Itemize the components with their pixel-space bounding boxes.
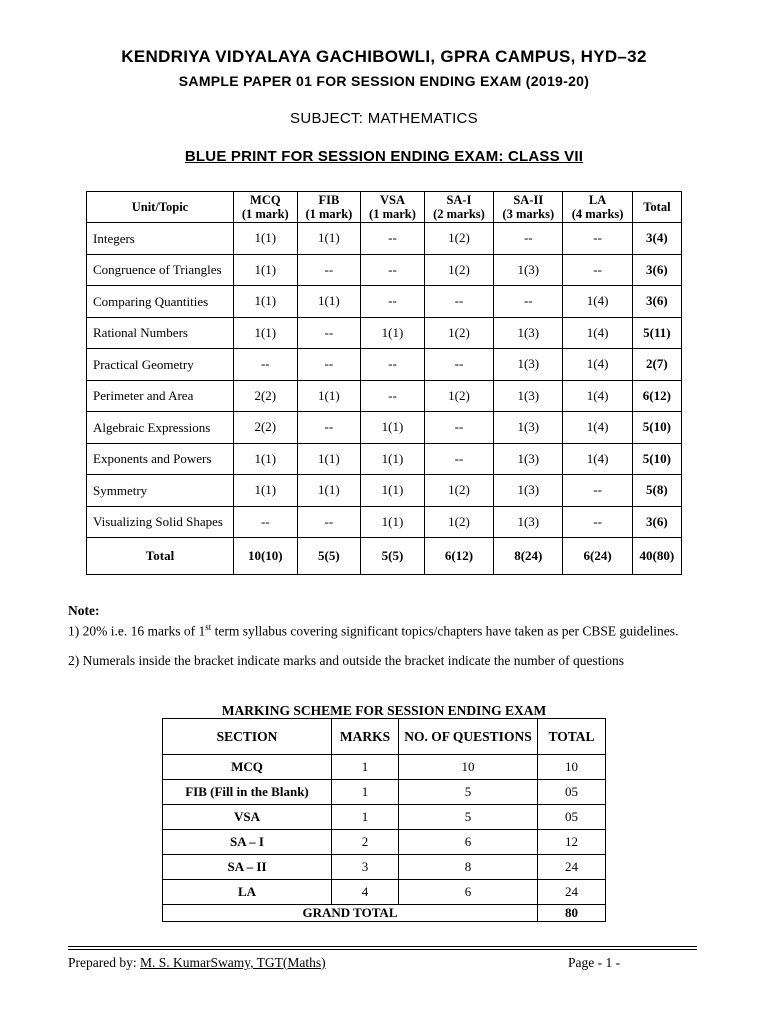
ms-header-questions: NO. OF QUESTIONS [399,719,538,755]
value-cell: -- [234,349,298,381]
subject-title: SUBJECT: MATHEMATICS [290,110,478,127]
table-row [163,755,606,780]
grand-total-cell: 40(80) [632,538,681,575]
note-line-2: 2) Numerals inside the bracket indicate marks and outside the bracket indicate the number of questions [68,653,624,668]
value-cell: 1(2) [424,506,493,538]
value-cell: 2(2) [234,380,298,412]
paper-title: SAMPLE PAPER 01 FOR SESSION ENDING EXAM (2019-20) [178,73,590,89]
value-cell: 1(1) [234,475,298,507]
topic-cell: Exponents and Powers [87,443,234,475]
value-cell: -- [424,412,493,444]
row-total-cell: 5(11) [632,317,681,349]
table-row [163,855,606,880]
marking-scheme-table [162,718,606,922]
value-cell: 1(3) [494,412,563,444]
value-cell: 1(3) [494,443,563,475]
value-cell: -- [563,223,632,255]
value-cell: -- [424,443,493,475]
value-cell: 1(1) [234,443,298,475]
ms-header-marks: MARKS [332,719,399,755]
topic-cell: Visualizing Solid Shapes [87,506,234,538]
value-cell: -- [424,349,493,381]
grand-total-value: 80 [538,905,606,922]
table-row [87,254,682,286]
marking-scheme-title: MARKING SCHEME FOR SESSION ENDING EXAM [221,703,547,718]
value-cell: 1(1) [297,475,361,507]
value-cell: 1(1) [361,475,425,507]
marks-cell: 2 [332,830,399,855]
value-cell: 1(2) [424,380,493,412]
page-number: Page - 1 - [568,955,621,970]
value-cell: 1(4) [563,380,632,412]
blueprint-title-text: BLUE PRINT FOR SESSION ENDING EXAM: CLASS VII [184,148,584,165]
table-row [163,780,606,805]
blueprint-table [86,191,682,575]
topic-cell: Practical Geometry [87,349,234,381]
topic-cell: Rational Numbers [87,317,234,349]
value-cell: 1(4) [563,286,632,318]
note-line-1: 1) 20% i.e. 16 marks of 1st term syllabus covering significant topics/chapters have taken as per CBSE guidelines. [68,622,679,639]
value-cell: -- [297,412,361,444]
value-cell: -- [563,475,632,507]
total-value-cell: 10(10) [234,538,298,575]
value-cell: 1(1) [297,443,361,475]
note-heading: Note: [68,603,100,618]
value-cell: 1(1) [297,223,361,255]
table-row [87,380,682,412]
topic-cell: Comparing Quantities [87,286,234,318]
section-cell: SA – II [163,855,332,880]
row-total-cell: 2(7) [632,349,681,381]
value-cell: -- [494,223,563,255]
value-cell: 1(4) [563,412,632,444]
table-row [163,830,606,855]
value-cell: -- [361,254,425,286]
value-cell: 1(3) [494,380,563,412]
total-cell: 05 [538,780,606,805]
value-cell: 1(4) [563,443,632,475]
author-name: M. S. KumarSwamy, TGT(Maths) [139,955,326,970]
value-cell: 1(3) [494,475,563,507]
row-total-cell: 3(6) [632,254,681,286]
col-header: VSA (1 mark) [361,192,425,223]
col-header: SA-II (3 marks) [494,192,563,223]
questions-cell: 6 [399,880,538,905]
table-row [87,506,682,538]
table-row [87,475,682,507]
value-cell: 1(1) [361,412,425,444]
footer-rule [68,946,697,947]
total-label: Total [87,538,234,575]
value-cell: -- [297,506,361,538]
section-cell: VSA [163,805,332,830]
value-cell: 1(1) [297,286,361,318]
school-title: KENDRIYA VIDYALAYA GACHIBOWLI, GPRA CAMPUS, HYD–32 [121,47,647,66]
section-cell: LA [163,880,332,905]
value-cell: 1(1) [297,380,361,412]
col-header: MCQ (1 mark) [234,192,298,223]
total-value-cell: 5(5) [297,538,361,575]
table-row [87,443,682,475]
table-row [87,317,682,349]
total-row [87,538,682,575]
col-header: FIB (1 mark) [297,192,361,223]
row-total-cell: 6(12) [632,380,681,412]
total-cell: 24 [538,855,606,880]
row-total-cell: 5(10) [632,412,681,444]
value-cell: 1(4) [563,317,632,349]
value-cell: -- [297,254,361,286]
marks-cell: 3 [332,855,399,880]
value-cell: -- [297,349,361,381]
row-total-cell: 5(10) [632,443,681,475]
col-header: SA-I (2 marks) [424,192,493,223]
section-cell: SA – I [163,830,332,855]
value-cell: 1(1) [361,443,425,475]
value-cell: 1(3) [494,254,563,286]
blueprint-title [0,148,768,165]
value-cell: 1(1) [234,254,298,286]
value-cell: 1(1) [234,286,298,318]
total-value-cell: 6(24) [563,538,632,575]
value-cell: -- [361,380,425,412]
value-cell: 1(1) [234,317,298,349]
topic-cell: Symmetry [87,475,234,507]
topic-cell: Integers [87,223,234,255]
topic-cell: Congruence of Triangles [87,254,234,286]
total-value-cell: 8(24) [494,538,563,575]
ms-header-total: TOTAL [538,719,606,755]
questions-cell: 5 [399,805,538,830]
value-cell: -- [361,286,425,318]
col-total-header: Total [632,192,681,223]
value-cell: -- [424,286,493,318]
row-total-cell: 3(6) [632,286,681,318]
table-row [87,349,682,381]
value-cell: 1(2) [424,317,493,349]
prepared-by: Prepared by: M. S. KumarSwamy, TGT(Maths) [68,955,326,970]
marks-cell: 4 [332,880,399,905]
marks-cell: 1 [332,755,399,780]
questions-cell: 5 [399,780,538,805]
col-topic-header: Unit/Topic [87,192,234,223]
value-cell: 1(4) [563,349,632,381]
grand-total-row [163,905,606,922]
section-cell: FIB (Fill in the Blank) [163,780,332,805]
row-total-cell: 5(8) [632,475,681,507]
total-value-cell: 6(12) [424,538,493,575]
topic-cell: Algebraic Expressions [87,412,234,444]
grand-total-label: GRAND TOTAL [163,905,538,922]
value-cell: 1(3) [494,317,563,349]
value-cell: -- [234,506,298,538]
footer-rule [68,949,697,950]
marks-cell: 1 [332,805,399,830]
questions-cell: 6 [399,830,538,855]
table-row [87,412,682,444]
table-row [87,286,682,318]
value-cell: 1(3) [494,349,563,381]
value-cell: 1(1) [234,223,298,255]
value-cell: -- [361,223,425,255]
value-cell: -- [494,286,563,318]
value-cell: 1(3) [494,506,563,538]
total-cell: 24 [538,880,606,905]
value-cell: 1(1) [361,317,425,349]
value-cell: -- [563,254,632,286]
value-cell: 1(1) [361,506,425,538]
total-value-cell: 5(5) [361,538,425,575]
ms-header-section: SECTION [163,719,332,755]
questions-cell: 10 [399,755,538,780]
marks-cell: 1 [332,780,399,805]
value-cell: 1(2) [424,254,493,286]
value-cell: -- [361,349,425,381]
value-cell: -- [563,506,632,538]
table-row [163,805,606,830]
total-cell: 12 [538,830,606,855]
row-total-cell: 3(4) [632,223,681,255]
table-row [87,223,682,255]
value-cell: 1(2) [424,475,493,507]
table-row [163,880,606,905]
row-total-cell: 3(6) [632,506,681,538]
total-cell: 10 [538,755,606,780]
total-cell: 05 [538,805,606,830]
section-cell: MCQ [163,755,332,780]
value-cell: -- [297,317,361,349]
topic-cell: Perimeter and Area [87,380,234,412]
questions-cell: 8 [399,855,538,880]
col-header: LA (4 marks) [563,192,632,223]
value-cell: 2(2) [234,412,298,444]
value-cell: 1(2) [424,223,493,255]
